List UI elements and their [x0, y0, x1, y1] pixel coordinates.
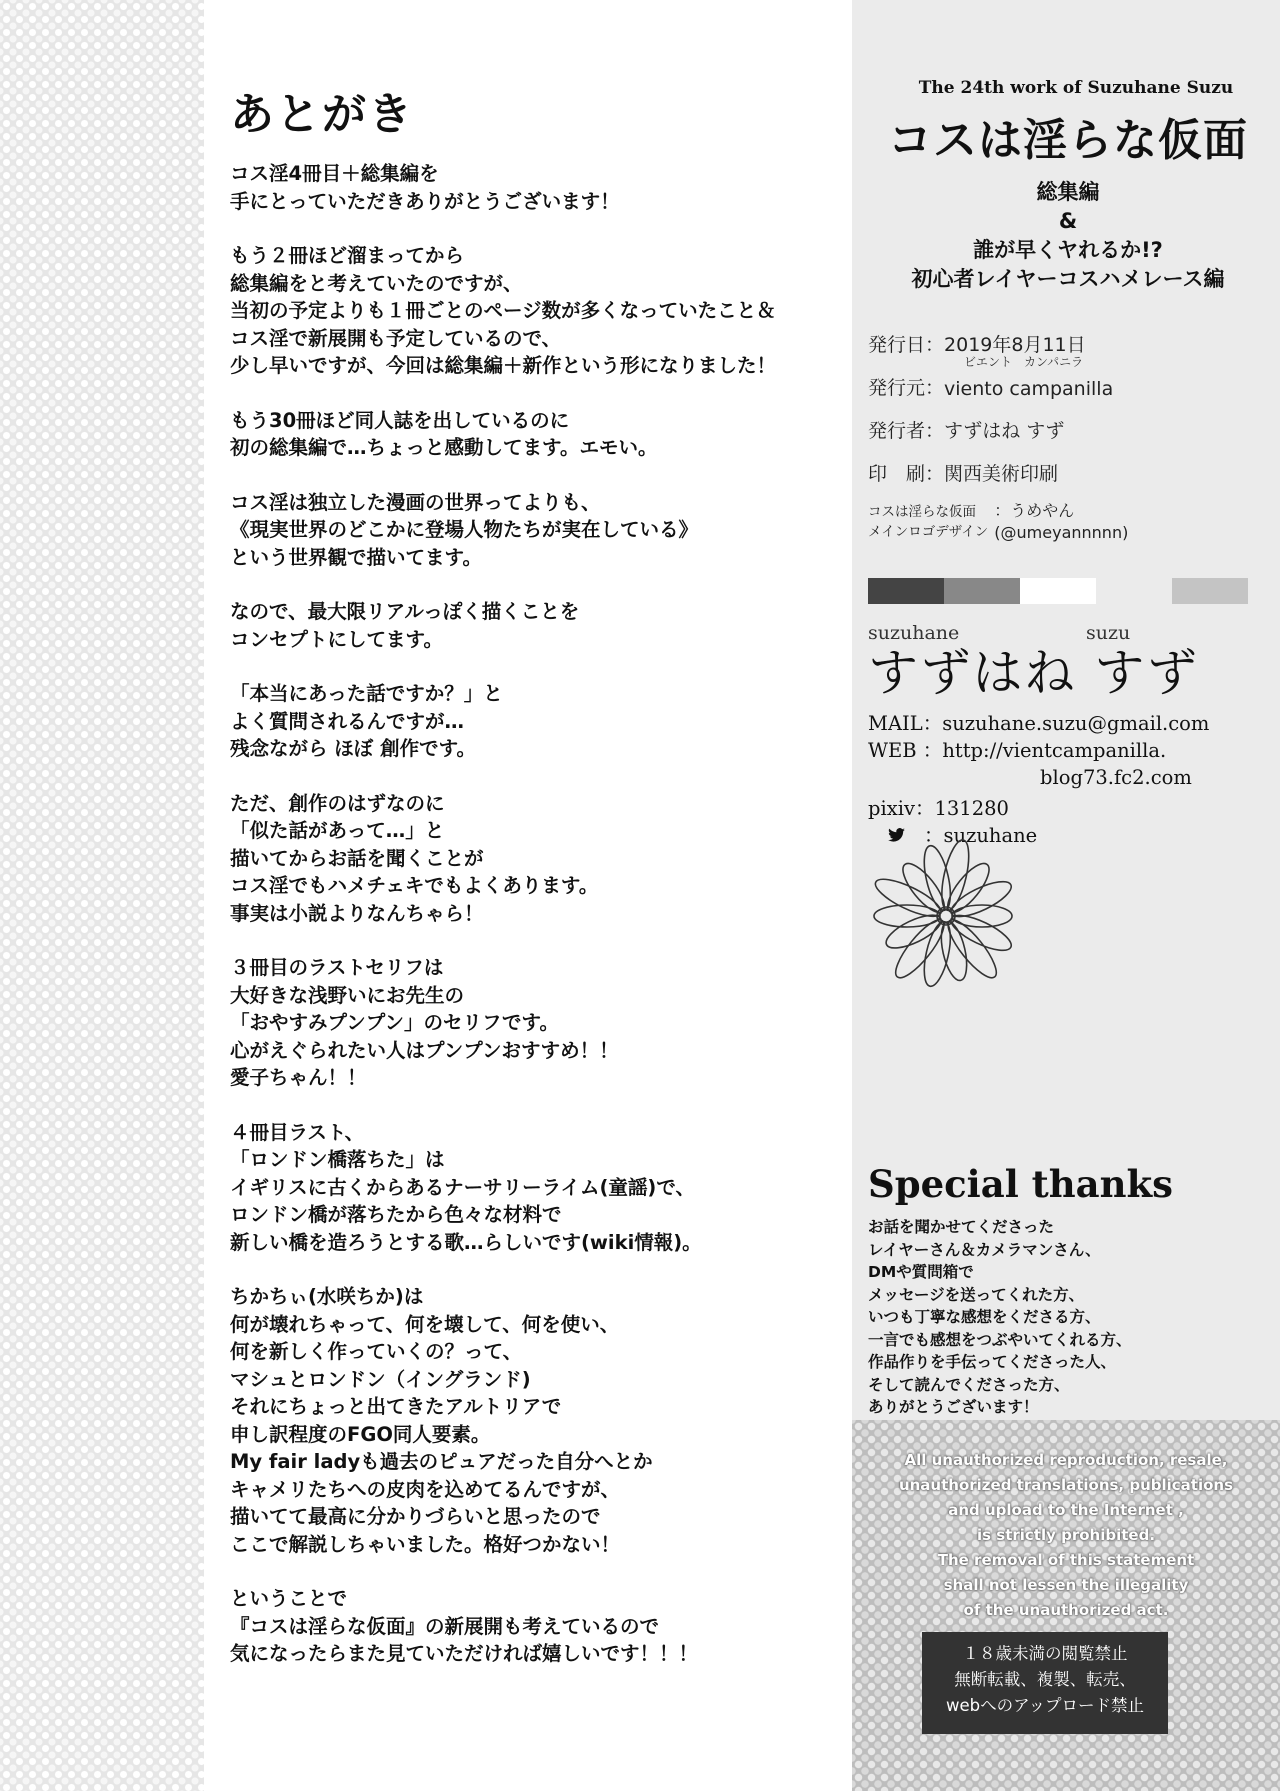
date-label: 発行日：	[868, 334, 945, 356]
afterword-title: あとがき	[230, 89, 414, 140]
web-value: http://vientcampanilla.	[942, 739, 1167, 762]
legal-line: of the unauthorized act.	[963, 1601, 1169, 1619]
publisher-ruby: ビエント カンパニラ	[964, 355, 1084, 369]
twitter-value: ：suzuhane	[924, 824, 1038, 847]
legal-line: unauthorized translations, publications	[898, 1476, 1234, 1494]
legal-line-jp: １８歳未満の閲覧禁止	[962, 1644, 1128, 1663]
color-bar	[1096, 578, 1172, 604]
afterword-section	[230, 78, 830, 1695]
work-line: The 24th work of Suzuhane Suzu	[918, 78, 1234, 98]
afterword-line: 「似た話があって…」と	[230, 819, 445, 842]
afterword-line: ただ、創作のはずなのに	[230, 791, 445, 815]
thanks-line: レイヤーさん＆カメラマンさん、	[868, 1240, 1101, 1259]
afterword-line: 「おやすみプンプン」のセリフです。	[230, 1011, 559, 1034]
legal-line-jp: webへのアップロード禁止	[946, 1696, 1144, 1715]
afterword-paragraph	[230, 954, 830, 1092]
afterword-line: 少し早いですが、今回は総集編＋新作という形になりました！	[230, 354, 777, 377]
afterword-line: 気になったらまた見ていただければ嬉しいです！！！	[230, 1642, 699, 1665]
afterword-line: 大好きな浅野いにお先生の	[230, 983, 465, 1007]
afterword-paragraph	[230, 242, 830, 380]
thanks-line: 一言でも感想をつぶやいてくれる方、	[868, 1330, 1132, 1349]
afterword-line: 《現実世界のどこかに登場人物たちが実在している》	[230, 518, 699, 541]
pixiv-value: 131280	[934, 797, 1009, 820]
thanks-line: 作品作りを手伝ってくださった人、	[868, 1353, 1117, 1371]
mail-label: MAIL：	[868, 712, 943, 735]
afterword-line: コス淫でもハメチェキでもよくあります。	[230, 874, 599, 897]
date-row	[868, 314, 1268, 357]
flower-drawing	[866, 836, 1026, 996]
subtitle-line: 初心者レイヤーコスハメレース編	[911, 267, 1225, 291]
afterword-line: My fair ladyも過去のピュアだった自分へとか	[230, 1450, 653, 1473]
subtitle-line: 誰が早くヤれるか!?	[973, 238, 1163, 262]
special-thanks-body	[868, 1216, 1132, 1419]
book-subtitle	[868, 178, 1268, 294]
legal-line: and upload to the Internet ,	[948, 1501, 1184, 1519]
afterword-line: 当初の予定よりも１冊ごとのページ数が多くなっていたこと＆	[230, 299, 776, 322]
afterword-line: コンセプトにしてます。	[230, 627, 443, 651]
web-label: WEB ：	[868, 739, 943, 762]
afterword-line: 残念ながら ほぼ 創作です。	[230, 737, 477, 760]
afterword-paragraph	[230, 790, 830, 928]
afterword-line: キャメリたちへの皮肉を込めてるんですが、	[230, 1477, 621, 1501]
afterword-line: 愛子ちゃん！！	[230, 1066, 367, 1089]
author-romaji	[868, 622, 1268, 644]
issuer-value: すずはね すず	[944, 420, 1065, 442]
logo-designer-handle: (@umeyannnnn)	[994, 523, 1129, 542]
logo-label: コスは淫らな仮面	[868, 504, 976, 520]
afterword-line: コス淫で新展開も予定しているので、	[230, 326, 562, 350]
logo-label: メインロゴデザイン	[868, 524, 989, 540]
printer-row	[868, 443, 1268, 486]
color-bar	[1020, 578, 1096, 604]
logo-design-row	[868, 500, 1268, 544]
thanks-line: いつも丁寧な感想をくださる方、	[868, 1308, 1101, 1326]
legal-line-jp: 無断転載、複製、転売、	[954, 1670, 1136, 1689]
special-thanks-heading: Special thanks	[868, 1162, 1173, 1206]
afterword-line: ということで	[230, 1587, 348, 1610]
issuer-label: 発行者：	[868, 420, 945, 442]
afterword-line: コス淫4冊目＋総集編を	[230, 162, 439, 185]
legal-line: The removal of this statement	[937, 1551, 1195, 1569]
afterword-line: 何が壊れちゃって、何を壊して、何を使い、	[230, 1312, 620, 1336]
afterword-body	[230, 160, 830, 1668]
afterword-line: 申し訳程度のFGO同人要素。	[230, 1422, 491, 1446]
afterword-line: イギリスに古くからあるナーサリーライム(童謡)で、	[230, 1175, 695, 1199]
legal-line: shall not lessen the illegality	[943, 1576, 1189, 1594]
color-bar	[868, 578, 944, 604]
pixiv-row	[868, 795, 1268, 822]
publisher-row	[868, 357, 1268, 400]
book-title: コスは淫らな仮面	[888, 115, 1248, 166]
thanks-line: ありがとうございます！	[868, 1398, 1039, 1416]
afterword-line: ここで解説しちゃいました。格好つかない！	[230, 1532, 621, 1556]
thanks-line: そして読んでくださった方、	[868, 1375, 1070, 1394]
web-value-cont: blog73.fc2.com	[1040, 766, 1192, 789]
afterword-line: 事実は小説よりなんちゃら！	[230, 901, 484, 925]
afterword-line: なので、最大限リアルっぽく描くことを	[230, 600, 580, 623]
mail-value: suzuhane.suzu@gmail.com	[942, 712, 1210, 735]
afterword-line: ロンドン橋が落ちたから色々な材料で	[230, 1203, 562, 1226]
afterword-paragraph	[230, 1283, 830, 1558]
flower-petal	[947, 875, 1016, 923]
afterword-line: 何を新しく作っていくの？って、	[230, 1340, 523, 1363]
afterword-paragraph	[230, 1119, 830, 1257]
pixiv-label: pixiv：	[868, 797, 935, 820]
afterword-line: 「本当にあった話ですか？」と	[230, 682, 503, 705]
thanks-line: メッセージを送ってくれた方、	[868, 1285, 1085, 1304]
author-romaji-1: suzuhane	[868, 622, 960, 644]
legal-notice-japanese	[922, 1632, 1168, 1734]
logo-designer: ：うめやん	[994, 501, 1075, 520]
afterword-line: ３冊目のラストセリフは	[230, 956, 444, 979]
legal-notice-english	[852, 1448, 1280, 1623]
afterword-paragraph	[230, 489, 830, 572]
flower-petal	[937, 838, 975, 913]
afterword-line: 手にとっていただきありがとうございます！	[230, 189, 620, 213]
afterword-line: もう30冊ほど同人誌を出しているのに	[230, 408, 570, 432]
afterword-paragraph	[230, 160, 830, 215]
color-bars	[868, 578, 1268, 604]
legal-line: All unauthorized reproduction, resale,	[904, 1451, 1228, 1469]
author-name: すずはね すず	[868, 644, 1199, 702]
afterword-line: マシュとロンドン（イングランド)	[230, 1367, 531, 1391]
afterword-paragraph	[230, 1585, 830, 1668]
afterword-line: もう２冊ほど溜まってから	[230, 244, 465, 267]
web-row	[868, 737, 1268, 764]
printer-label: 印 刷：	[868, 463, 945, 485]
afterword-line: 心がえぐられたい人はプンプンおすすめ！！	[230, 1038, 619, 1062]
afterword-paragraph	[230, 407, 830, 462]
flower-petal	[871, 872, 945, 923]
afterword-line: それにちょっと出てきたアルトリアで	[230, 1395, 562, 1418]
date-value: 2019年8月11日	[944, 334, 1086, 356]
issuer-row	[868, 400, 1268, 443]
legal-line: is strictly prohibited.	[976, 1526, 1156, 1544]
flower-petal	[919, 919, 955, 988]
subtitle-line: &	[1058, 209, 1078, 233]
afterword-line: よく質問されるんですが…	[230, 709, 465, 733]
afterword-line: 新しい橋を造ろうとする歌…らしいです(wiki情報)。	[230, 1230, 702, 1254]
afterword-line: 「ロンドン橋落ちた」は	[230, 1148, 445, 1171]
afterword-line: 描いてからお話を聞くことが	[230, 846, 484, 870]
publication-info	[868, 314, 1268, 544]
afterword-paragraph	[230, 598, 830, 653]
author-contact	[868, 710, 1268, 849]
afterword-line: 『コスは淫らな仮面』の新展開も考えているので	[230, 1614, 660, 1638]
subtitle-line: 総集編	[1036, 180, 1100, 204]
afterword-line: 初の総集編で…ちょっと感動してます。エモい。	[230, 436, 658, 459]
color-bar	[944, 578, 1020, 604]
afterword-line: 総集編をと考えていたのですが、	[230, 271, 523, 295]
afterword-line: コス淫は独立した漫画の世界ってよりも、	[230, 490, 601, 514]
printer-value: 関西美術印刷	[944, 463, 1059, 485]
afterword-line: 描いてて最高に分かりづらいと思ったので	[230, 1505, 601, 1528]
afterword-line: ちかちぃ(水咲ちか)は	[230, 1285, 424, 1308]
afterword-line: ４冊目ラスト、	[230, 1120, 365, 1144]
publisher-label: 発行元：	[868, 377, 945, 399]
thanks-line: お話を聞かせてくださった	[868, 1218, 1055, 1236]
thanks-line: DMや質問箱で	[868, 1263, 974, 1281]
author-romaji-2: suzu	[1086, 622, 1131, 644]
afterword-line: という世界観で描いてます。	[230, 545, 482, 569]
colophon	[868, 78, 1268, 849]
afterword-paragraph	[230, 680, 830, 763]
dot-pattern-strip	[0, 0, 204, 1791]
publisher-value: viento campanilla	[944, 378, 1114, 400]
color-bar	[1172, 578, 1248, 604]
mail-row	[868, 710, 1268, 737]
